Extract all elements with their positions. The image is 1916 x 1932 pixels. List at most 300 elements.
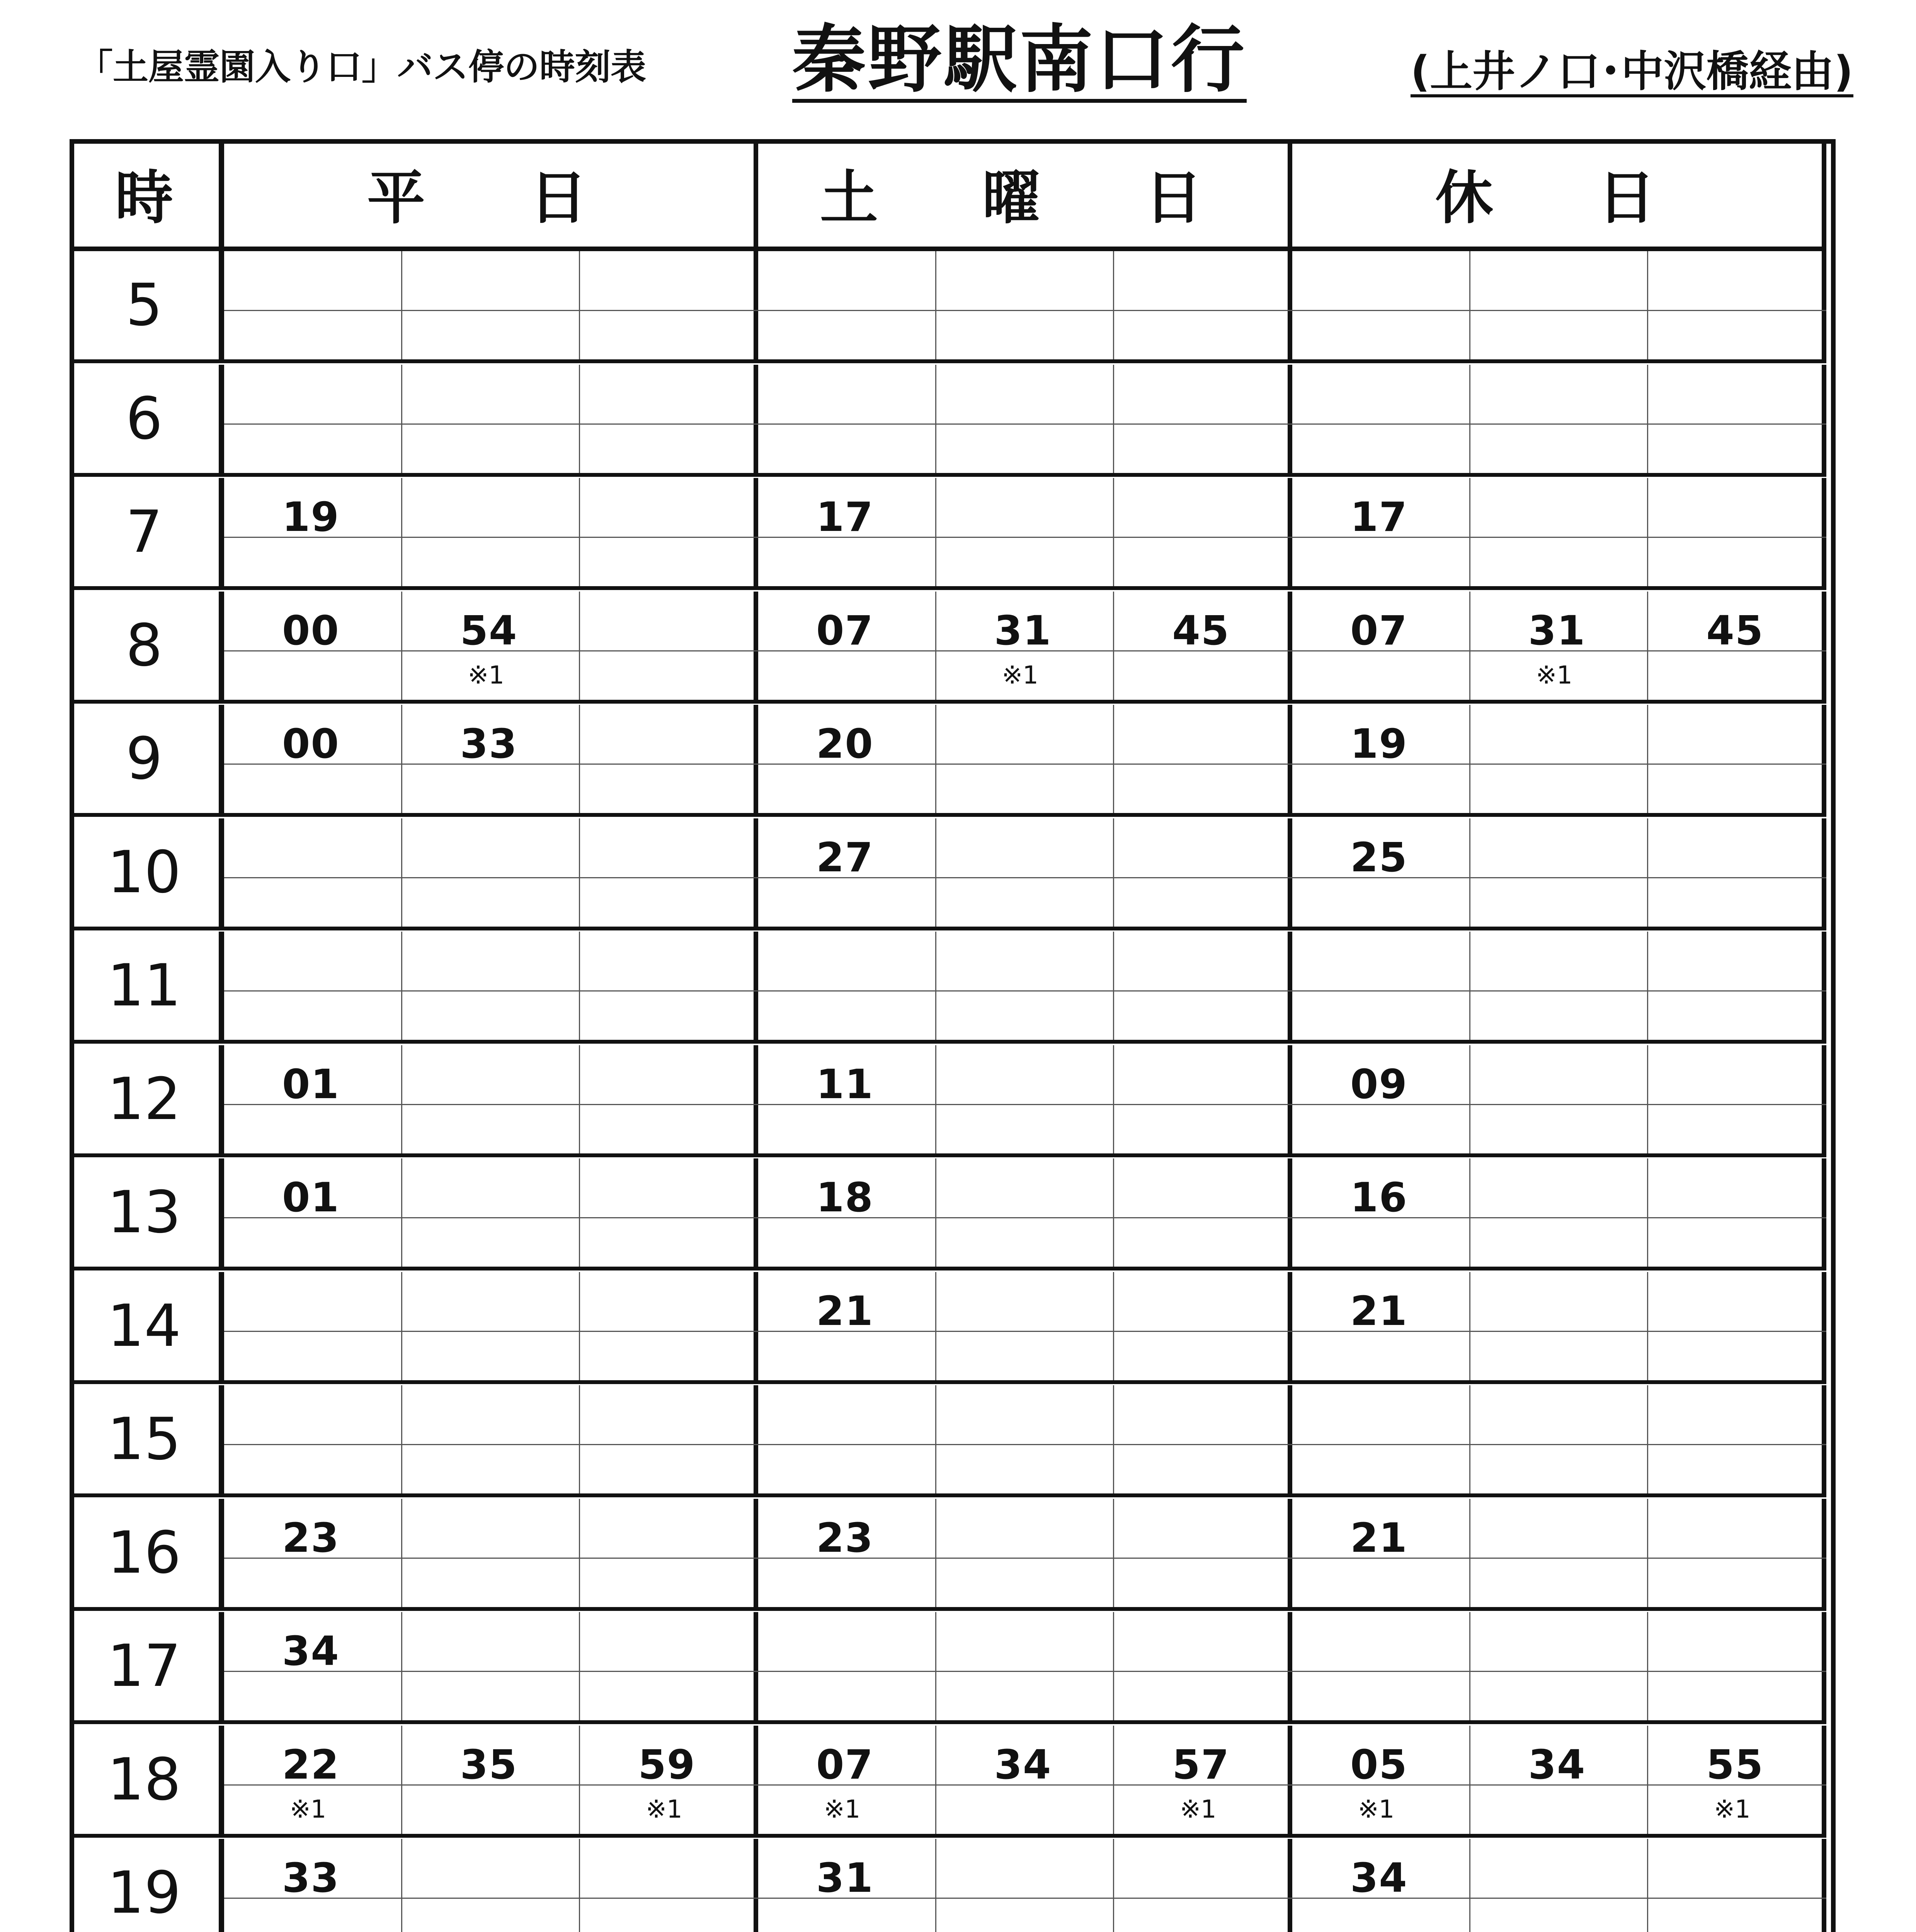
- hour-row: [224, 592, 1826, 704]
- cell-divider: [1470, 1104, 1647, 1105]
- cell-divider: [580, 1217, 758, 1218]
- cell-divider: [1292, 1671, 1469, 1672]
- cell-divider: [1648, 1671, 1826, 1672]
- hour-label: 15: [70, 1385, 224, 1497]
- departure-minute: 05: [1350, 1741, 1408, 1788]
- day-block-weekday: [224, 1726, 758, 1834]
- time-cell: [580, 705, 758, 813]
- time-cell: [1114, 1839, 1292, 1932]
- time-cell: [936, 1499, 1115, 1607]
- day-block-saturday: [758, 1272, 1292, 1380]
- time-cell: [936, 1158, 1115, 1267]
- departure-minute: 07: [816, 607, 874, 654]
- time-cell: [1114, 1385, 1292, 1493]
- cell-divider: [1648, 1217, 1826, 1218]
- time-cell: [580, 1272, 758, 1380]
- cell-divider: [402, 990, 579, 992]
- hour-label: 13: [70, 1158, 224, 1270]
- hour-label: 19: [70, 1839, 224, 1932]
- departure-minute: 31: [816, 1854, 874, 1901]
- time-cell: [224, 592, 402, 700]
- route-note-mark: ※1: [1714, 1795, 1751, 1824]
- hour-row: [224, 1385, 1826, 1497]
- time-cell: [758, 818, 936, 927]
- time-cell: [758, 1726, 936, 1834]
- departure-minute: 34: [282, 1628, 340, 1675]
- departure-minute: 09: [1350, 1060, 1408, 1108]
- departure-minute: 25: [1350, 833, 1408, 881]
- hour-label: 14: [70, 1272, 224, 1384]
- cell-divider: [1114, 1217, 1292, 1218]
- departure-minute: 17: [816, 493, 874, 541]
- time-cell: [936, 1385, 1115, 1493]
- cell-divider: [1114, 764, 1292, 765]
- bus-stop-title: 「土屋霊園入り口」バス停の時刻表: [77, 46, 647, 88]
- cell-divider: [1648, 1331, 1826, 1332]
- cell-divider: [936, 1558, 1113, 1559]
- departure-minute: 57: [1172, 1741, 1230, 1788]
- time-cell: [224, 1045, 402, 1153]
- cell-divider: [1114, 1104, 1292, 1105]
- departure-minute: 21: [1350, 1287, 1408, 1335]
- time-cell: [1470, 251, 1649, 359]
- time-cell: [1292, 1045, 1470, 1153]
- hour-row: [224, 1045, 1826, 1157]
- time-cell: [1114, 932, 1292, 1040]
- hour-label: 18: [70, 1726, 224, 1838]
- cell-divider: [402, 423, 579, 425]
- time-cell: [936, 592, 1115, 700]
- cell-divider: [936, 1671, 1113, 1672]
- time-cell: [402, 1499, 580, 1607]
- time-cell: [1648, 592, 1826, 700]
- time-cell: [580, 365, 758, 473]
- time-cell: [224, 1839, 402, 1932]
- day-block-holiday: [1292, 1726, 1826, 1834]
- time-cell: [758, 478, 936, 586]
- day-block-weekday: [224, 932, 758, 1040]
- time-cell: [1648, 1839, 1826, 1932]
- day-block-weekday: [224, 1158, 758, 1267]
- time-cell: [1292, 932, 1470, 1040]
- hour-row: [224, 251, 1826, 363]
- time-cell: [1114, 1612, 1292, 1720]
- cell-divider: [1114, 877, 1292, 878]
- time-cell: [402, 478, 580, 586]
- cell-divider: [936, 1331, 1113, 1332]
- time-cell: [936, 478, 1115, 586]
- hour-column-header: 時: [70, 139, 224, 251]
- time-cell: [1648, 1272, 1826, 1380]
- departure-minute: 00: [282, 607, 340, 654]
- departure-minute: 35: [460, 1741, 518, 1788]
- time-cell: [224, 1385, 402, 1493]
- time-cell: [1648, 1726, 1826, 1834]
- time-cell: [224, 1158, 402, 1267]
- route-note-mark: ※1: [1180, 1795, 1217, 1824]
- time-cell: [1292, 1499, 1470, 1607]
- departure-minute: 34: [994, 1741, 1052, 1788]
- time-cell: [224, 818, 402, 927]
- time-cell: [1470, 592, 1649, 700]
- cell-divider: [224, 1331, 401, 1332]
- cell-divider: [936, 1217, 1113, 1218]
- hour-row: [224, 365, 1826, 477]
- day-block-saturday: [758, 1045, 1292, 1153]
- time-cell: [1648, 1612, 1826, 1720]
- departure-minute: 17: [1350, 493, 1408, 541]
- time-cell: [1292, 705, 1470, 813]
- cell-divider: [1648, 1558, 1826, 1559]
- departure-minute: 33: [282, 1854, 340, 1901]
- time-cell: [580, 592, 758, 700]
- day-block-weekday: [224, 1385, 758, 1493]
- cell-divider: [1470, 1898, 1647, 1899]
- time-cell: [1648, 251, 1826, 359]
- day-block-weekday: [224, 1045, 758, 1153]
- time-cell: [580, 1612, 758, 1720]
- cell-divider: [580, 990, 758, 992]
- cell-divider: [580, 1444, 758, 1445]
- hour-row: [224, 1272, 1826, 1384]
- time-cell: [936, 1726, 1115, 1834]
- cell-divider: [1470, 310, 1647, 311]
- time-cell: [758, 705, 936, 813]
- time-cell: [758, 251, 936, 359]
- cell-divider: [402, 1671, 579, 1672]
- cell-divider: [402, 1558, 579, 1559]
- departure-minute: 01: [282, 1060, 340, 1108]
- destination-title: 秦野駅南口行: [792, 17, 1247, 102]
- time-cell: [758, 1499, 936, 1607]
- departure-minute: 01: [282, 1174, 340, 1221]
- day-block-saturday: [758, 1499, 1292, 1607]
- cell-divider: [1470, 1331, 1647, 1332]
- time-cell: [1470, 1612, 1649, 1720]
- time-cell: [1114, 818, 1292, 927]
- cell-divider: [1114, 1671, 1292, 1672]
- time-cell: [1470, 478, 1649, 586]
- cell-divider: [936, 877, 1113, 878]
- time-cell: [936, 818, 1115, 927]
- time-cell: [936, 251, 1115, 359]
- hour-label: 6: [70, 365, 224, 477]
- hour-label: 16: [70, 1499, 224, 1611]
- time-cell: [1292, 1726, 1470, 1834]
- cell-divider: [758, 990, 935, 992]
- route-note-mark: ※1: [824, 1795, 861, 1824]
- cell-divider: [580, 310, 758, 311]
- time-cell: [1292, 478, 1470, 586]
- departure-minute: 16: [1350, 1174, 1408, 1221]
- time-cell: [1292, 1612, 1470, 1720]
- cell-divider: [758, 1444, 935, 1445]
- day-block-weekday: [224, 251, 758, 359]
- departure-minute: 55: [1706, 1741, 1764, 1788]
- day-block-holiday: [1292, 1272, 1826, 1380]
- time-cell: [1648, 478, 1826, 586]
- time-cell: [1648, 1385, 1826, 1493]
- cell-divider: [1648, 423, 1826, 425]
- time-cell: [1648, 1499, 1826, 1607]
- cell-divider: [1292, 990, 1469, 992]
- departure-minute: 07: [816, 1741, 874, 1788]
- cell-divider: [936, 1104, 1113, 1105]
- time-cell: [1470, 705, 1649, 813]
- departure-minute: 34: [1528, 1741, 1586, 1788]
- time-cell: [402, 592, 580, 700]
- time-cell: [224, 365, 402, 473]
- cell-divider: [224, 877, 401, 878]
- cell-divider: [1470, 990, 1647, 992]
- hour-label: 11: [70, 932, 224, 1044]
- departure-minute: 07: [1350, 607, 1408, 654]
- cell-divider: [1114, 1558, 1292, 1559]
- cell-divider: [1470, 423, 1647, 425]
- departure-minute: 31: [994, 607, 1052, 654]
- time-cell: [580, 818, 758, 927]
- day-block-weekday: [224, 818, 758, 927]
- departure-minute: 23: [816, 1514, 874, 1561]
- departure-minute: 21: [816, 1287, 874, 1335]
- departure-minute: 18: [816, 1174, 874, 1221]
- day-block-weekday: [224, 1612, 758, 1720]
- day-block-saturday: [758, 365, 1292, 473]
- time-cell: [580, 1385, 758, 1493]
- time-cell: [1292, 365, 1470, 473]
- time-cell: [758, 365, 936, 473]
- time-cell: [580, 1158, 758, 1267]
- time-cell: [1648, 932, 1826, 1040]
- route-via: (上井ノ口･中沢橋経由): [1411, 50, 1853, 97]
- cell-divider: [224, 1444, 401, 1445]
- cell-divider: [1648, 990, 1826, 992]
- cell-divider: [1292, 310, 1469, 311]
- time-cell: [1470, 1158, 1649, 1267]
- cell-divider: [1114, 423, 1292, 425]
- time-cell: [1470, 1385, 1649, 1493]
- time-cell: [758, 592, 936, 700]
- time-cell: [1470, 1726, 1649, 1834]
- time-cell: [758, 932, 936, 1040]
- time-cell: [1114, 705, 1292, 813]
- cell-divider: [1114, 990, 1292, 992]
- time-cell: [1470, 1499, 1649, 1607]
- time-cell: [758, 1045, 936, 1153]
- hour-label: 8: [70, 592, 224, 704]
- day-block-holiday: [1292, 1045, 1826, 1153]
- time-cell: [224, 1726, 402, 1834]
- cell-divider: [936, 423, 1113, 425]
- day-block-holiday: [1292, 1158, 1826, 1267]
- time-cell: [1114, 365, 1292, 473]
- time-cell: [402, 1158, 580, 1267]
- time-cell: [402, 1726, 580, 1834]
- time-cell: [402, 1045, 580, 1153]
- day-header-saturday: 土 曜 日: [758, 139, 1292, 251]
- cell-divider: [936, 1444, 1113, 1445]
- departure-minute: 33: [460, 720, 518, 767]
- cell-divider: [936, 990, 1113, 992]
- departure-minute: 20: [816, 720, 874, 767]
- route-note-mark: ※1: [1002, 661, 1038, 690]
- hour-row: [224, 1158, 1826, 1270]
- time-cell: [1114, 1045, 1292, 1153]
- cell-divider: [402, 1331, 579, 1332]
- day-block-holiday: [1292, 1385, 1826, 1493]
- departure-minute: 31: [1528, 607, 1586, 654]
- day-block-saturday: [758, 1612, 1292, 1720]
- cell-divider: [580, 537, 758, 538]
- day-block-weekday: [224, 478, 758, 586]
- cell-divider: [936, 310, 1113, 311]
- time-cell: [402, 1272, 580, 1380]
- route-note-mark: ※1: [290, 1795, 327, 1824]
- day-block-holiday: [1292, 1499, 1826, 1607]
- cell-divider: [1470, 1217, 1647, 1218]
- hour-label: 10: [70, 818, 224, 930]
- day-block-holiday: [1292, 592, 1826, 700]
- time-cell: [1470, 932, 1649, 1040]
- time-cell: [1470, 365, 1649, 473]
- day-block-holiday: [1292, 705, 1826, 813]
- time-cell: [402, 818, 580, 927]
- time-cell: [1648, 1045, 1826, 1153]
- time-cell: [402, 1385, 580, 1493]
- time-cell: [402, 932, 580, 1040]
- cell-divider: [580, 423, 758, 425]
- cell-divider: [580, 877, 758, 878]
- departure-minute: 34: [1350, 1854, 1408, 1901]
- time-cell: [1114, 1158, 1292, 1267]
- cell-divider: [1648, 310, 1826, 311]
- day-block-holiday: [1292, 818, 1826, 927]
- time-cell: [1292, 1385, 1470, 1493]
- cell-divider: [1292, 1444, 1469, 1445]
- time-cell: [936, 1272, 1115, 1380]
- time-cell: [758, 1385, 936, 1493]
- cell-divider: [224, 310, 401, 311]
- cell-divider: [936, 1898, 1113, 1899]
- cell-divider: [1470, 764, 1647, 765]
- cell-divider: [1114, 1331, 1292, 1332]
- cell-divider: [580, 1558, 758, 1559]
- departure-minute: 45: [1172, 607, 1230, 654]
- time-cell: [224, 1272, 402, 1380]
- day-block-saturday: [758, 705, 1292, 813]
- cell-divider: [402, 1444, 579, 1445]
- departure-minute: 59: [638, 1741, 696, 1788]
- departure-minute: 23: [282, 1514, 340, 1561]
- departure-minute: 27: [816, 833, 874, 881]
- time-cell: [224, 1612, 402, 1720]
- hour-row: [224, 818, 1826, 930]
- day-block-holiday: [1292, 1612, 1826, 1720]
- hour-label: 5: [70, 251, 224, 363]
- day-block-holiday: [1292, 1839, 1826, 1932]
- day-block-holiday: [1292, 932, 1826, 1040]
- cell-divider: [402, 877, 579, 878]
- cell-divider: [936, 537, 1113, 538]
- hour-row: [224, 478, 1826, 590]
- time-cell: [1648, 365, 1826, 473]
- day-block-saturday: [758, 1158, 1292, 1267]
- cell-divider: [1648, 877, 1826, 878]
- time-cell: [1470, 1272, 1649, 1380]
- day-block-holiday: [1292, 251, 1826, 359]
- hour-row: [224, 932, 1826, 1044]
- time-cell: [758, 1272, 936, 1380]
- cell-divider: [1292, 423, 1469, 425]
- day-block-saturday: [758, 592, 1292, 700]
- cell-divider: [224, 990, 401, 992]
- cell-divider: [1114, 1898, 1292, 1899]
- hour-row: [224, 1612, 1826, 1724]
- time-cell: [580, 1839, 758, 1932]
- day-block-saturday: [758, 818, 1292, 927]
- day-block-weekday: [224, 1839, 758, 1932]
- cell-divider: [402, 1104, 579, 1105]
- time-cell: [580, 1726, 758, 1834]
- time-cell: [402, 1839, 580, 1932]
- cell-divider: [1648, 1444, 1826, 1445]
- departure-minute: 00: [282, 720, 340, 767]
- cell-divider: [402, 310, 579, 311]
- cell-divider: [580, 764, 758, 765]
- hour-label: 12: [70, 1045, 224, 1157]
- cell-divider: [936, 764, 1113, 765]
- cell-divider: [224, 423, 401, 425]
- time-cell: [580, 1499, 758, 1607]
- cell-divider: [1114, 537, 1292, 538]
- cell-divider: [1648, 764, 1826, 765]
- day-block-holiday: [1292, 365, 1826, 473]
- cell-divider: [1470, 1558, 1647, 1559]
- time-cell: [1648, 818, 1826, 927]
- time-cell: [1114, 478, 1292, 586]
- departure-minute: 11: [816, 1060, 874, 1108]
- time-cell: [1292, 592, 1470, 700]
- hour-label: 17: [70, 1612, 224, 1724]
- cell-divider: [1114, 310, 1292, 311]
- time-cell: [936, 932, 1115, 1040]
- time-cell: [1470, 1045, 1649, 1153]
- cell-divider: [580, 650, 758, 651]
- cell-divider: [402, 537, 579, 538]
- time-cell: [580, 932, 758, 1040]
- cell-divider: [1470, 1671, 1647, 1672]
- cell-divider: [1470, 1444, 1647, 1445]
- hour-row: [224, 705, 1826, 817]
- day-block-weekday: [224, 592, 758, 700]
- time-cell: [1292, 1839, 1470, 1932]
- hour-row: [224, 1726, 1826, 1838]
- time-cell: [402, 365, 580, 473]
- cell-divider: [1648, 1898, 1826, 1899]
- day-block-weekday: [224, 705, 758, 813]
- time-cell: [758, 1158, 936, 1267]
- day-block-saturday: [758, 1839, 1292, 1932]
- hour-row: [224, 1839, 1826, 1932]
- departure-minute: 21: [1350, 1514, 1408, 1561]
- hour-row: [224, 1499, 1826, 1611]
- day-header-holiday: 休 日: [1292, 139, 1826, 251]
- departure-minute: 54: [460, 607, 518, 654]
- time-cell: [1114, 1272, 1292, 1380]
- time-cell: [936, 1045, 1115, 1153]
- route-note-mark: ※1: [646, 1795, 682, 1824]
- cell-divider: [758, 310, 935, 311]
